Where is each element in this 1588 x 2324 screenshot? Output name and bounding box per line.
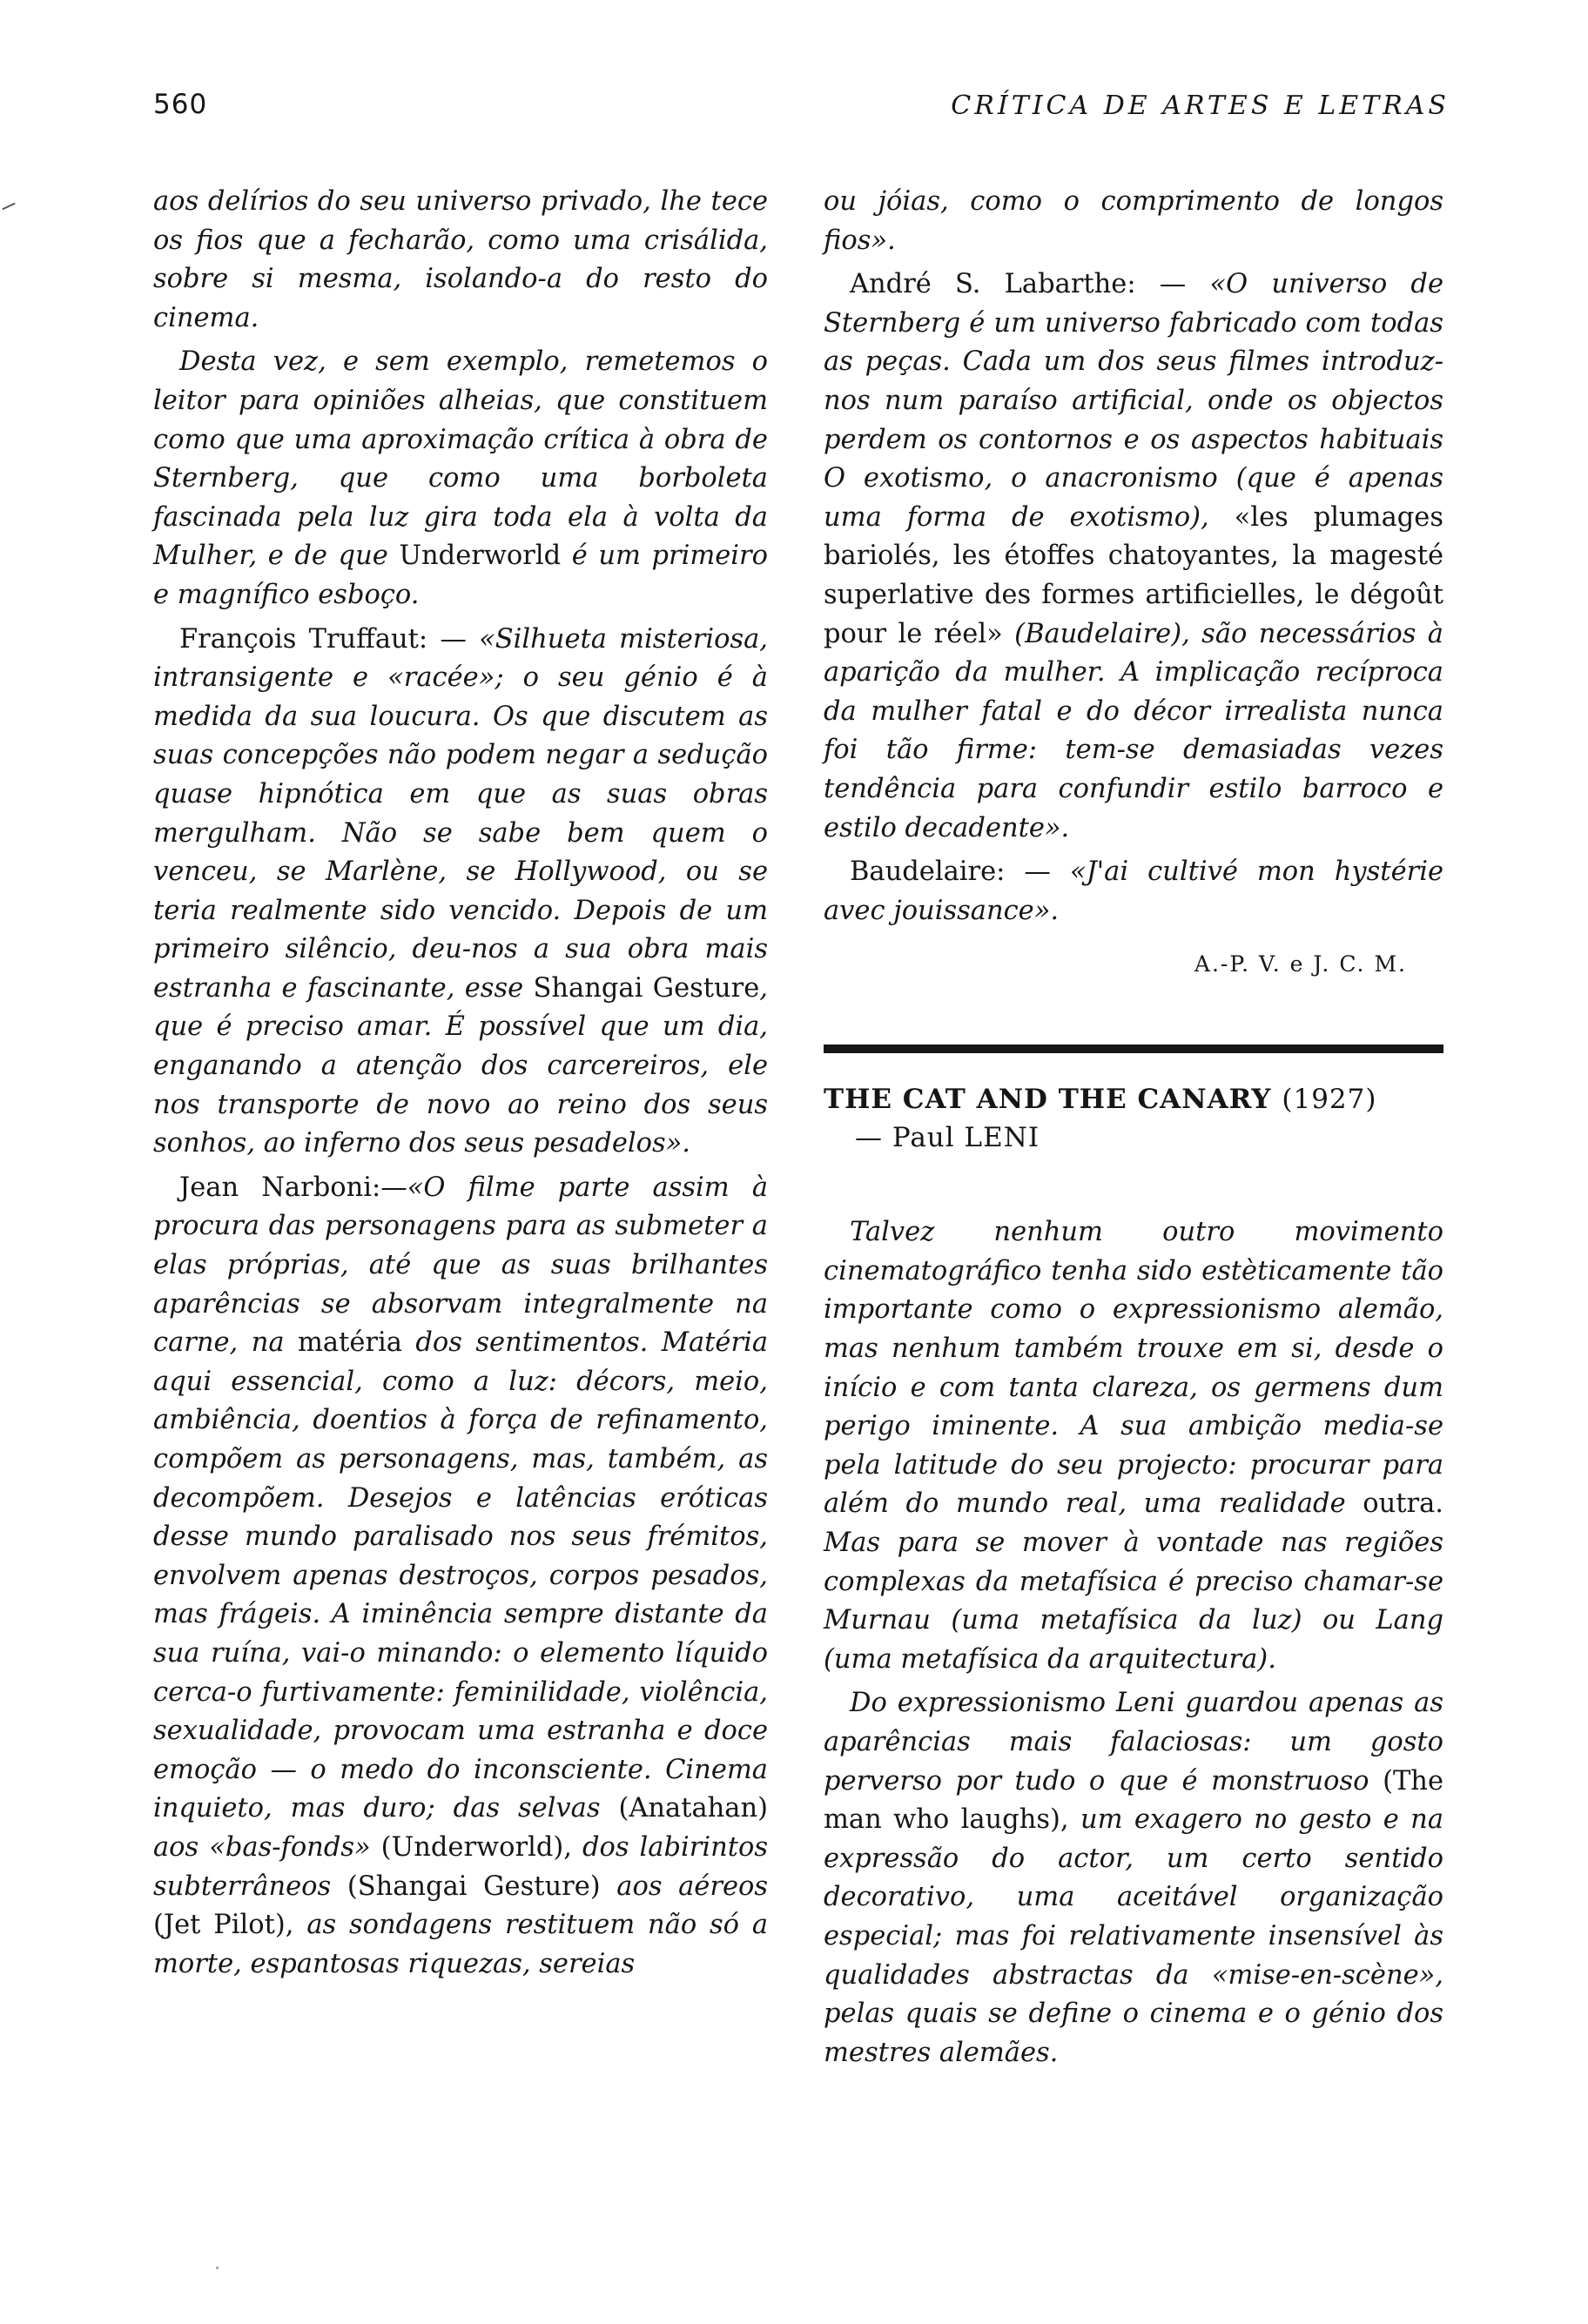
- paragraph: Do expressionismo Leni guardou apenas as aparências mais falaciosas: um gosto perverso por tudo o que é monstruoso (The man who laughs), um exagero no gesto e na expressão do actor, um certo sentido decorativo, uma aceitável organização especial; mas foi relativamente insensível às qualidades abstractas da «mise-en-scène», pelas quais se define o cinema e o génio dos mestres alemães.: [824, 1688, 1444, 2068]
- paragraph: aos delírios do seu universo privado, lhe tece os fios que a fecharão, como uma crisálida, sobre si mesma, isolando-a do resto do cinema.: [153, 186, 768, 333]
- film-title: (Jet Pilot),: [153, 1910, 294, 1941]
- margin-mark: [2, 203, 15, 211]
- section-divider: [824, 1044, 1443, 1053]
- section-byline: — Paul LENI: [855, 1122, 1040, 1154]
- page-speck: [216, 2267, 219, 2269]
- left-column: [153, 183, 768, 1989]
- quote-paragraph: Jean Narboni:—«O filme parte assim à procura das personagens para as submeter a elas próprias, até que as suas brilhantes aparências se absorvam integralmente na carne, na matéria dos sentimentos. Matéria aqui essencial, como a luz: décors, meio, ambiência, doentios à força de refinamento, compõem as personagens, mas, também, as decompõem. Desejos e latências eróticas desse mundo paralisado nos seus frémitos, envolvem apenas destroços, corpos pesados, mas frágeis. A iminência sempre distante da sua ruína, vai-o minando: o elemento líquido cerca-o furtivamente: feminilidade, violência, sexualidade, provocam uma estranha e doce emoção — o medo do inconsciente. Cinema inquieto, mas duro; das selvas (Anatahan) aos «bas-fonds» (Underworld), dos labirintos subterrâneos (Shangai Gesture) aos aéreos (Jet Pilot), as sondagens restituem não só a morte, espantosas riquezas, sereias: [153, 1172, 769, 1979]
- french-quote: «les plumages bariolés, les étoffes chatoyantes, la magesté superlative des formes artificielles, le dégoût pour le réel»: [824, 501, 1443, 649]
- speaker: Jean Narboni:—: [179, 1172, 407, 1203]
- film-title: Underworld: [399, 541, 562, 572]
- page-number: 560: [153, 89, 208, 120]
- film-title: (Anatahan): [618, 1793, 768, 1824]
- film-title: (Shangai Gesture): [347, 1871, 601, 1902]
- speaker: André S. Labarthe: —: [850, 269, 1210, 300]
- section-heading: [824, 1079, 1443, 1119]
- paragraph: Talvez nenhum outro movimento cinematográfico tenha sido estèticamente tão importante como o expressionismo alemão, mas nenhum também trouxe em si, desde o início e com tanta clareza, os germens dum perigo iminente. A sua ambição media-se pela latitude do seu projecto: procurar para além do mundo real, uma realidade outra. Mas para se mover à vontade nas regiões complexas da metafísica é preciso chamar-se Murnau (uma metafísica da luz) ou Lang (uma metafísica da arquitectura).: [824, 1217, 1443, 1675]
- quote-paragraph: François Truffaut: — «Silhueta misteriosa, intransigente e «racée»; o seu génio é à medida da sua loucura. Os que discutem as suas concepções não podem negar a sedução quase hipnótica em que as suas obras mergulham. Não se sabe bem quem o venceu, se Marlène, se Hollywood, ou se teria realmente sido vencido. Depois de um primeiro silêncio, deu-nos a sua obra mais estranha e fascinante, esse Shangai Gesture, que é preciso amar. É possível que um dia, enganando a atenção dos carcereiros, ele nos transporte de novo ao reino dos seus sonhos, ao inferno dos seus pesadelos».: [153, 623, 768, 1159]
- running-title: CRÍTICA DE ARTES E LETRAS: [951, 91, 1450, 121]
- section-year: (1927): [1282, 1084, 1377, 1116]
- film-title: Shangai Gesture: [533, 972, 760, 1004]
- speaker: François Truffaut: —: [179, 623, 480, 655]
- signature: A.-P. V. e J. C. M.: [1194, 951, 1407, 977]
- right-column: [824, 183, 1443, 2078]
- paragraph: ou jóias, como o comprimento de longos fios».: [824, 186, 1443, 256]
- speaker: Baudelaire: —: [850, 856, 1070, 888]
- film-title: (Underworld),: [380, 1831, 572, 1863]
- section-title: THE CAT AND THE CANARY: [824, 1084, 1272, 1116]
- film-title: (The man who laughs),: [824, 1765, 1443, 1836]
- quote-paragraph: Baudelaire: — «J'ai cultivé mon hystérie avec jouissance».: [824, 856, 1443, 926]
- section-body: [824, 1213, 1443, 2072]
- paragraph: Desta vez, e sem exemplo, remetemos o leitor para opiniões alheias, que constituem como que uma aproximação crítica à obra de Sternberg, que como uma borboleta fascinada pela luz gira toda ela à volta da Mulher, e de que Underworld é um primeiro e magnífico esboço.: [153, 346, 768, 610]
- quote-paragraph: André S. Labarthe: — «O universo de Sternberg é um universo fabricado com todas as peças. Cada um dos seus filmes introduz-nos num paraíso artificial, onde os objectos perdem os contornos e os aspectos habituais O exotismo, o anacronismo (que é apenas uma forma de exotismo), «les plumages bariolés, les étoffes chatoyantes, la magesté superlative des formes artificielles, le dégoût pour le réel» (Baudelaire), são necessários à aparição da mulher. A implicação recíproca da mulher fatal e do décor irrealista nunca foi tão firme: tem-se demasiadas vezes tendência para confundir estilo barroco e estilo decadente».: [824, 269, 1443, 843]
